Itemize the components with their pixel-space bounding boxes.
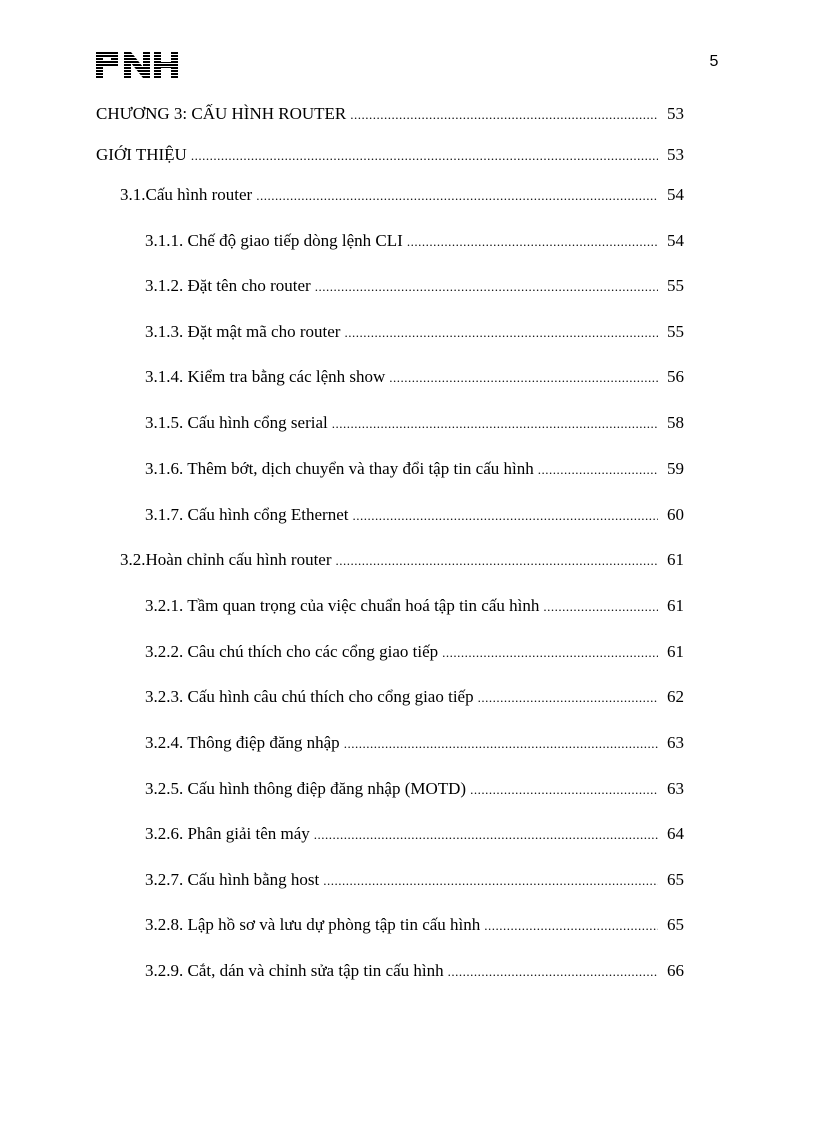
toc-dot-leader xyxy=(353,505,659,527)
toc-entry xyxy=(96,144,684,167)
toc-entry-title: 3.1.1. Chế độ giao tiếp dòng lệnh CLI xyxy=(145,231,403,250)
toc-entry-page: 60 xyxy=(667,505,684,524)
toc-entry-page: 61 xyxy=(667,550,684,569)
toc-dot-leader xyxy=(543,596,658,618)
toc-entry-page: 63 xyxy=(667,733,684,752)
toc-entry-title: 3.1.5. Cấu hình cổng serial xyxy=(145,413,328,432)
toc-dot-leader xyxy=(484,915,658,937)
toc-entry xyxy=(145,641,684,664)
toc-entry-title: 3.1.2. Đặt tên cho router xyxy=(145,276,311,295)
toc-dot-leader xyxy=(470,779,658,801)
toc-entry-page: 64 xyxy=(667,824,684,843)
toc-entry-title: 3.2.6. Phân giải tên máy xyxy=(145,824,310,843)
page-number: 5 xyxy=(709,53,719,70)
toc-dot-leader xyxy=(538,459,658,481)
toc-entry-title: 3.2.1. Tầm quan trọng của việc chuẩn hoá tập tin cấu hình xyxy=(145,596,540,615)
toc-entry-page: 55 xyxy=(667,322,684,341)
toc-entry xyxy=(145,366,684,389)
toc-entry xyxy=(145,275,684,298)
toc-entry xyxy=(145,823,684,846)
toc-entry-title: 3.2.3. Cấu hình câu chú thích cho cổng giao tiếp xyxy=(145,687,474,706)
toc-dot-leader xyxy=(344,322,658,344)
toc-dot-leader xyxy=(442,642,658,664)
toc-entry-page: 58 xyxy=(667,413,684,432)
toc-entry-title: 3.2.9. Cắt, dán và chỉnh sửa tập tin cấu hình xyxy=(145,961,444,980)
toc-dot-leader xyxy=(407,231,658,253)
toc-entry-page: 59 xyxy=(667,459,684,478)
toc-entry xyxy=(145,595,684,618)
toc-entry-title: 3.2.Hoàn chỉnh cấu hình router xyxy=(120,550,332,569)
toc-entry-page: 65 xyxy=(667,915,684,934)
toc-dot-leader xyxy=(478,687,658,709)
toc-dot-leader xyxy=(332,413,658,435)
toc-entry xyxy=(120,549,684,572)
toc-dot-leader xyxy=(350,104,658,126)
toc-entry-title: 3.2.7. Cấu hình bằng host xyxy=(145,870,320,889)
toc-entry-page: 66 xyxy=(667,961,684,980)
toc-entry xyxy=(145,321,684,344)
toc-entry xyxy=(145,458,684,481)
toc-entry xyxy=(145,230,684,253)
toc-entry xyxy=(96,103,684,126)
toc-entry-page: 53 xyxy=(667,104,684,123)
toc-dot-leader xyxy=(448,961,658,983)
toc-entry xyxy=(145,412,684,435)
toc-entry-title: 3.1.6. Thêm bớt, dịch chuyển và thay đổi tập tin cấu hình xyxy=(145,459,534,478)
toc-dot-leader xyxy=(191,145,658,167)
toc-dot-leader xyxy=(323,870,658,892)
toc-entry-title: 3.2.4. Thông điệp đăng nhập xyxy=(145,733,340,752)
toc-entry xyxy=(145,778,684,801)
toc-entry-title: CHƯƠNG 3: CẤU HÌNH ROUTER xyxy=(96,104,347,123)
toc-entry xyxy=(145,732,684,755)
toc-entry xyxy=(145,504,684,527)
toc-dot-leader xyxy=(389,367,658,389)
toc-entry-title: 3.1.7. Cấu hình cổng Ethernet xyxy=(145,505,349,524)
toc-dot-leader xyxy=(314,824,658,846)
toc-entry-title: 3.2.8. Lập hồ sơ và lưu dự phòng tập tin cấu hình xyxy=(145,915,481,934)
toc-entry-title: 3.2.5. Cấu hình thông điệp đăng nhập (MOTD) xyxy=(145,779,467,798)
toc-entry-page: 61 xyxy=(667,596,684,615)
toc-entry-page: 54 xyxy=(667,231,684,250)
toc-entry-title: GIỚI THIỆU xyxy=(96,145,187,164)
toc-entry-page: 54 xyxy=(667,185,684,204)
toc-entry-page: 65 xyxy=(667,870,684,889)
toc-dot-leader xyxy=(256,185,658,207)
toc-entry-page: 62 xyxy=(667,687,684,706)
toc-entry-page: 61 xyxy=(667,642,684,661)
toc-dot-leader xyxy=(336,550,659,572)
toc-entry xyxy=(145,869,684,892)
toc-entry-page: 63 xyxy=(667,779,684,798)
toc-entry-page: 55 xyxy=(667,276,684,295)
toc-entry xyxy=(145,960,684,983)
toc-entry-page: 56 xyxy=(667,367,684,386)
toc-entry-title: 3.1.3. Đặt mật mã cho router xyxy=(145,322,341,341)
toc-entry-title: 3.1.Cấu hình router xyxy=(120,185,253,204)
toc-entry-page: 53 xyxy=(667,145,684,164)
toc-entry-title: 3.2.2. Câu chú thích cho các cổng giao tiếp xyxy=(145,642,439,661)
toc-entry xyxy=(145,914,684,937)
toc-entry-title: 3.1.4. Kiểm tra bằng các lệnh show xyxy=(145,367,386,386)
toc-dot-leader xyxy=(344,733,658,755)
toc-dot-leader xyxy=(315,276,658,298)
toc-entry xyxy=(145,686,684,709)
toc-entry xyxy=(120,184,684,207)
